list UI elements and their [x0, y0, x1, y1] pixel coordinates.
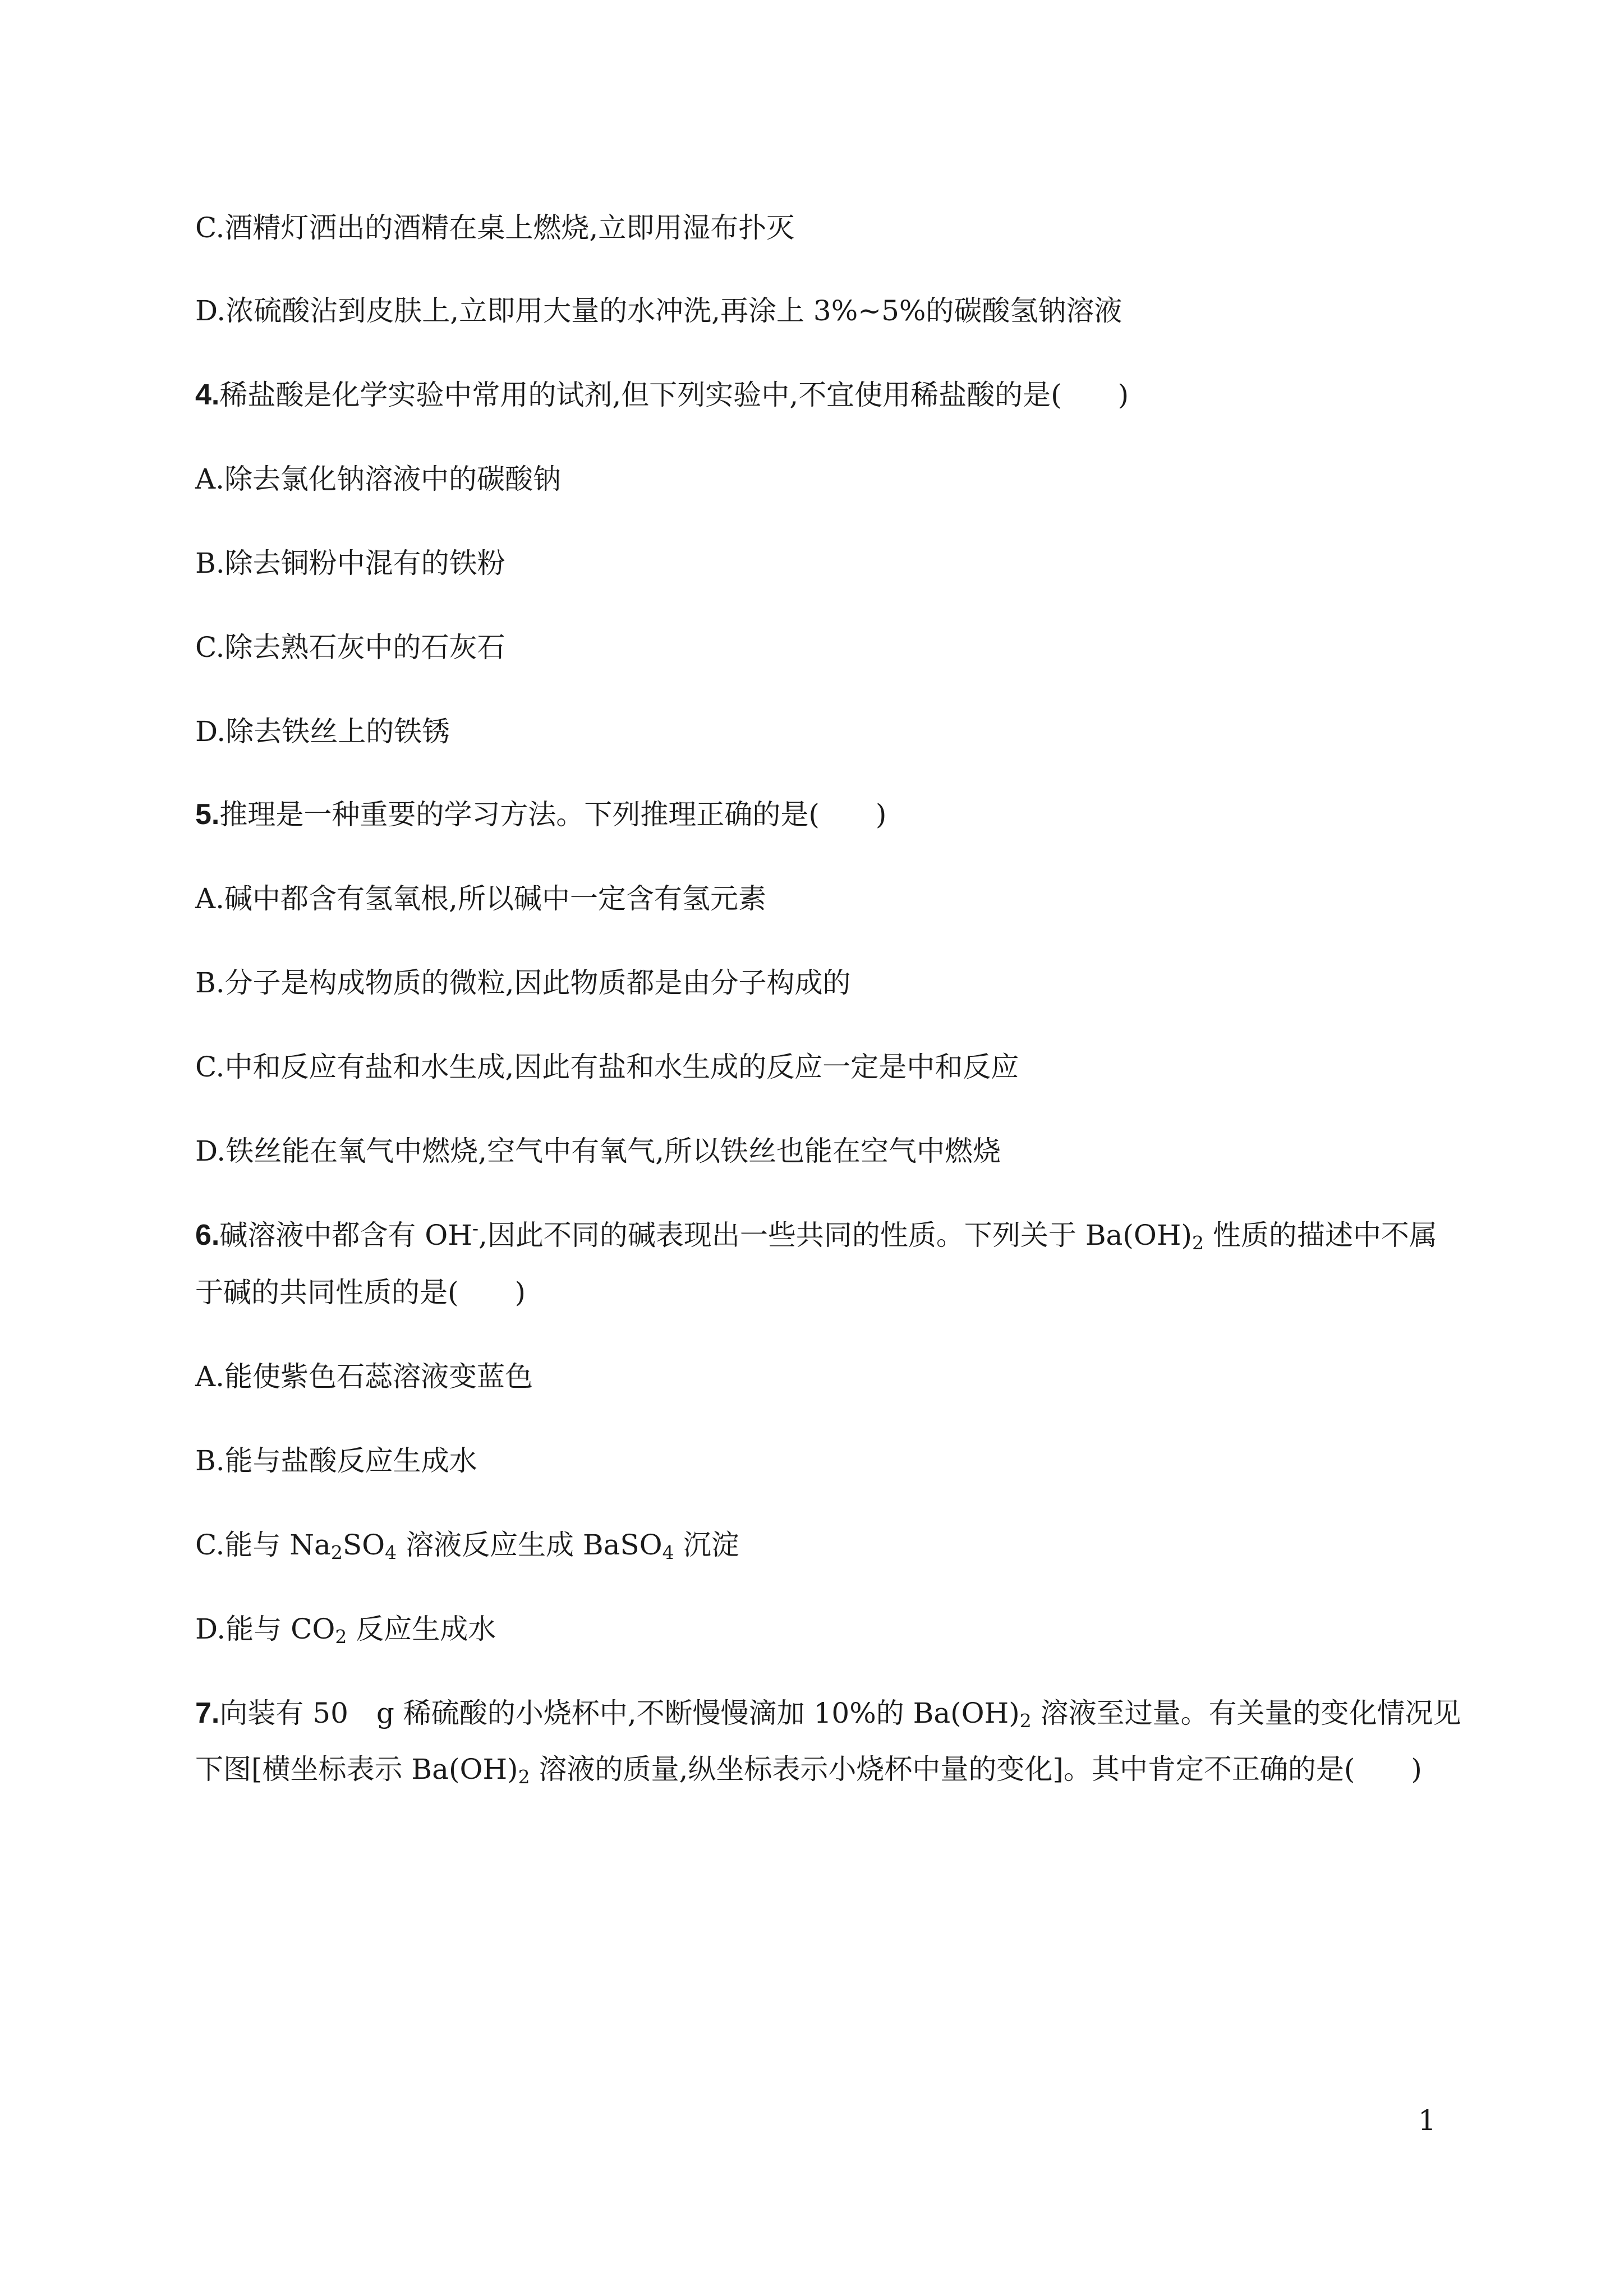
q4-option-c: C.除去熟石灰中的石灰石 [195, 631, 505, 664]
q5-option-c: C.中和反应有盐和水生成,因此有盐和水生成的反应一定是中和反应 [195, 1051, 1019, 1083]
q5-number: 5. [195, 798, 220, 831]
q6-stem: 6.碱溶液中都含有 OH-,因此不同的碱表现出一些共同的性质。下列关于 $Ba(OH)_2$ 性质的描述中不属 [195, 1217, 1437, 1254]
q4-option-b: B.除去铜粉中混有的铁粉 [195, 547, 505, 579]
q6-stem-line2: 于碱的共同性质的是( ) [195, 1276, 526, 1309]
q6-option-b: B.能与盐酸反应生成水 [195, 1444, 477, 1477]
q6-option-c: C.能与 $Na_2SO_4$ 溶液反应生成 BaSO$_4$ 沉淀 [195, 1529, 739, 1563]
q5-option-a: A.碱中都含有氢氧根,所以碱中一定含有氢元素 [195, 882, 766, 915]
q6-option-a: A.能使紫色石蕊溶液变蓝色 [195, 1360, 533, 1393]
q3-option-d: D.浓硫酸沾到皮肤上,立即用大量的水冲洗,再涂上 3%~5%的碳酸氢钠溶液 [195, 295, 1122, 327]
q6-option-d: D.能与 $CO_2$ 反应生成水 [195, 1613, 496, 1648]
q7-number: 7. [195, 1697, 220, 1729]
q4-stem: 4.稀盐酸是化学实验中常用的试剂,但下列实验中,不宜使用稀盐酸的是( ) [195, 379, 1129, 411]
q6-number: 6. [195, 1219, 220, 1251]
q7-stem: 7.向装有 50 g 稀硫酸的小烧杯中,不断慢慢滴加 10%的 $Ba(OH)_2$ 溶液至过量。有关量的变化情况见 [195, 1697, 1461, 1732]
q5-stem: 5.推理是一种重要的学习方法。下列推理正确的是( ) [195, 798, 887, 831]
page-number: 1 [1418, 2104, 1436, 2137]
q7-stem-line2: 下图[横坐标表示 $Ba(OH)_2$ 溶液的质量,纵坐标表示小烧杯中量的变化]。其中肯定不正确的是( ) [195, 1753, 1422, 1788]
q5-option-d: D.铁丝能在氧气中燃烧,空气中有氧气,所以铁丝也能在空气中燃烧 [195, 1135, 1001, 1167]
q3-option-c: C.酒精灯洒出的酒精在桌上燃烧,立即用湿布扑灭 [195, 211, 795, 244]
q4-option-a: A.除去氯化钠溶液中的碳酸钠 [195, 463, 562, 495]
q5-option-b: B.分子是构成物质的微粒,因此物质都是由分子构成的 [195, 967, 851, 999]
q4-option-d: D.除去铁丝上的铁锈 [195, 715, 450, 748]
q4-number: 4. [195, 379, 220, 411]
